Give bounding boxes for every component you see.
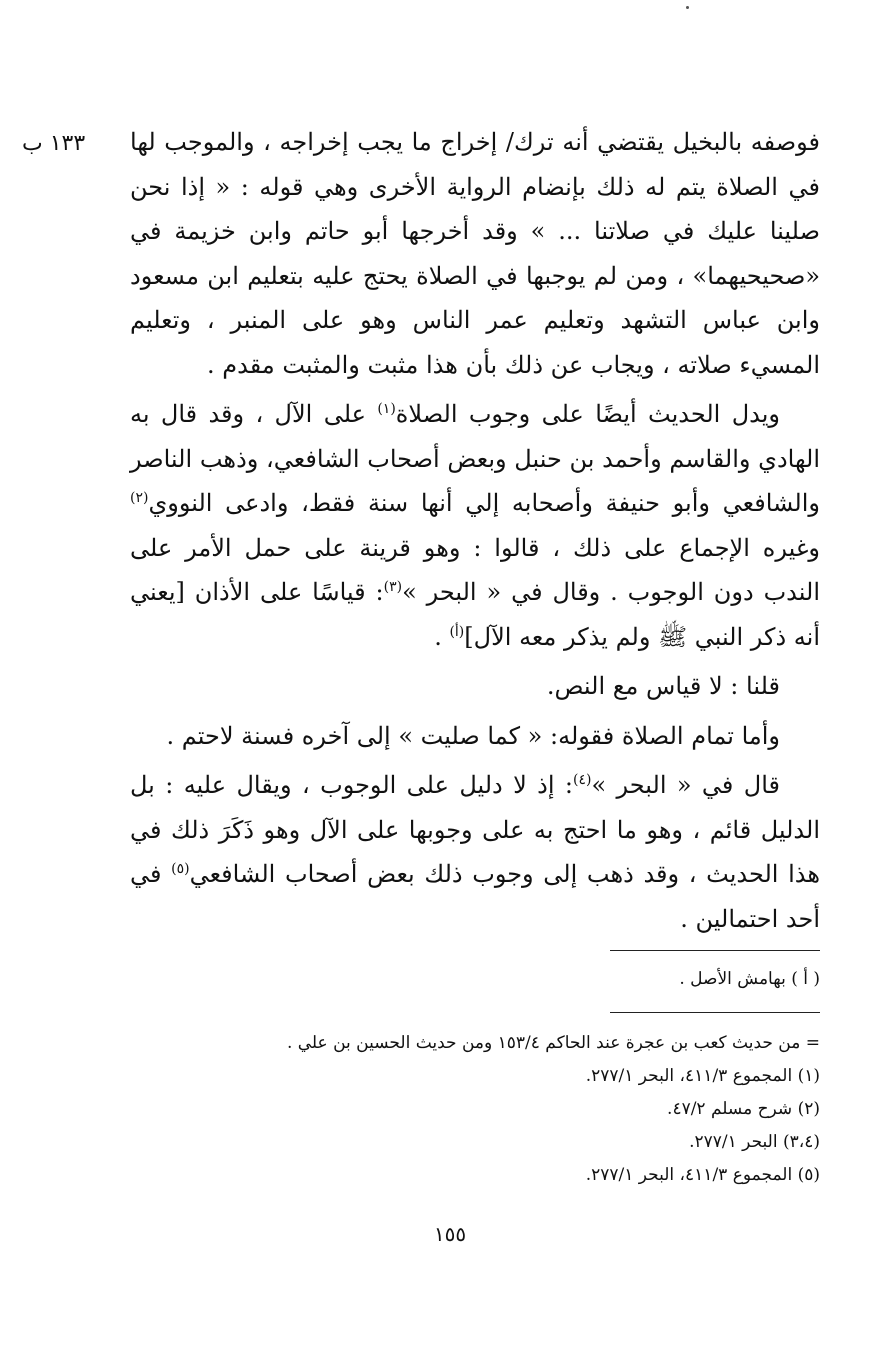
paragraph-3 [130,664,820,709]
footnote-1: (١) المجموع ٤١١/٣، البحر ٢٧٧/١. [585,1066,820,1086]
marginal-footnote: ( أ ) بهامش الأصل . [679,969,820,989]
paragraph-4 [130,714,820,759]
footnote-marker: (٢) [130,490,149,506]
footnote-5: (٥) المجموع ٤١١/٣، البحر ٢٧٧/١. [585,1165,820,1185]
main-text [130,120,820,941]
page-number: ١٥٥ [433,1222,467,1246]
footnote-marker: (٤) [573,772,592,788]
text-run: . [434,622,450,651]
text-run: في أحد احتمالين . [130,860,820,933]
text-run: ويدل الحديث أيضًا على وجوب الصلاة [395,400,780,428]
text-run: على الآل ، وقد قال به الهادي والقاسم وأحمد بن حنبل وبعض أصحاب الشافعي، وذهب الناصر والشافعي وأبو حنيفة وأصحابه إلي أنها سنة فقط، وادعى النووي [130,400,820,517]
text-run: قلنا : لا قياس مع النص. [546,672,780,700]
footnote-marker: (١) [377,401,396,417]
text-run: : قياسًا على الأذان [يعني أنه ذكر النبي ﷺ ولم يذكر معه الآل] [130,578,820,651]
text-run: وغيره الإجماع على ذلك ، قالوا : وهو قرينة على حمل الأمر على الندب دون الوجوب . وقال في « البحر » [130,533,820,606]
paragraph-1 [130,120,820,387]
text-run: قال في « البحر » [591,771,780,799]
footnotes [130,1027,820,1192]
footnote-marker: (أ) [449,623,465,640]
footnote-2: (٢) شرح مسلم ٤٧/٢. [667,1099,820,1119]
footnote-separator-2 [610,1012,820,1013]
scan-speck [686,6,689,9]
footnote-marker: (٥) [171,861,190,877]
footnote-continuation: = من حديث كعب بن عجرة عند الحاكم ١٥٣/٤ ومن حديث الحسين بن علي . [286,1033,820,1053]
text-run: : إذ لا دليل على الوجوب ، ويقال عليه : بل الدليل قائم ، وهو ما احتج به على وجوبها على الآل وهو ذَكَرَ ذلك في هذا الحديث ، وقد ذهب إلى وجوب ذلك بعض أصحاب الشافعي [130,771,821,888]
text-run: وأما تمام الصلاة فقوله: « كما صليت » إلى آخره فسنة لاحتم . [166,721,780,750]
text-run: فوصفه بالبخيل يقتضي أنه ترك/ إخراج ما يجب إخراجه ، والموجب لها في الصلاة يتم له ذلك بإنضام الرواية الأخرى وهي قوله : « إذا نحن صلينا عليك في صلاتنا ... » وقد أخرجها أبو حاتم وابن خزيمة في «صحيحيهما» ، ومن لم يوجبها في الصلاة يحتج عليه بتعليم ابن مسعود وابن عباس التشهد وتعليم عمر الناس وهو على المنبر ، وتعليم المسيء صلاته ، ويجاب عن ذلك بأن هذا مثبت والمثبت مقدم . [130,128,821,379]
manuscript-folio-note: ١٣٣ ب [22,131,86,156]
paragraph-2 [130,392,820,659]
footnote-3-4: (٣،٤) البحر ٢٧٧/١. [689,1132,820,1152]
footnote-marker: (٣) [383,579,403,595]
footnote-separator-1 [610,950,820,951]
paragraph-5 [130,763,820,941]
